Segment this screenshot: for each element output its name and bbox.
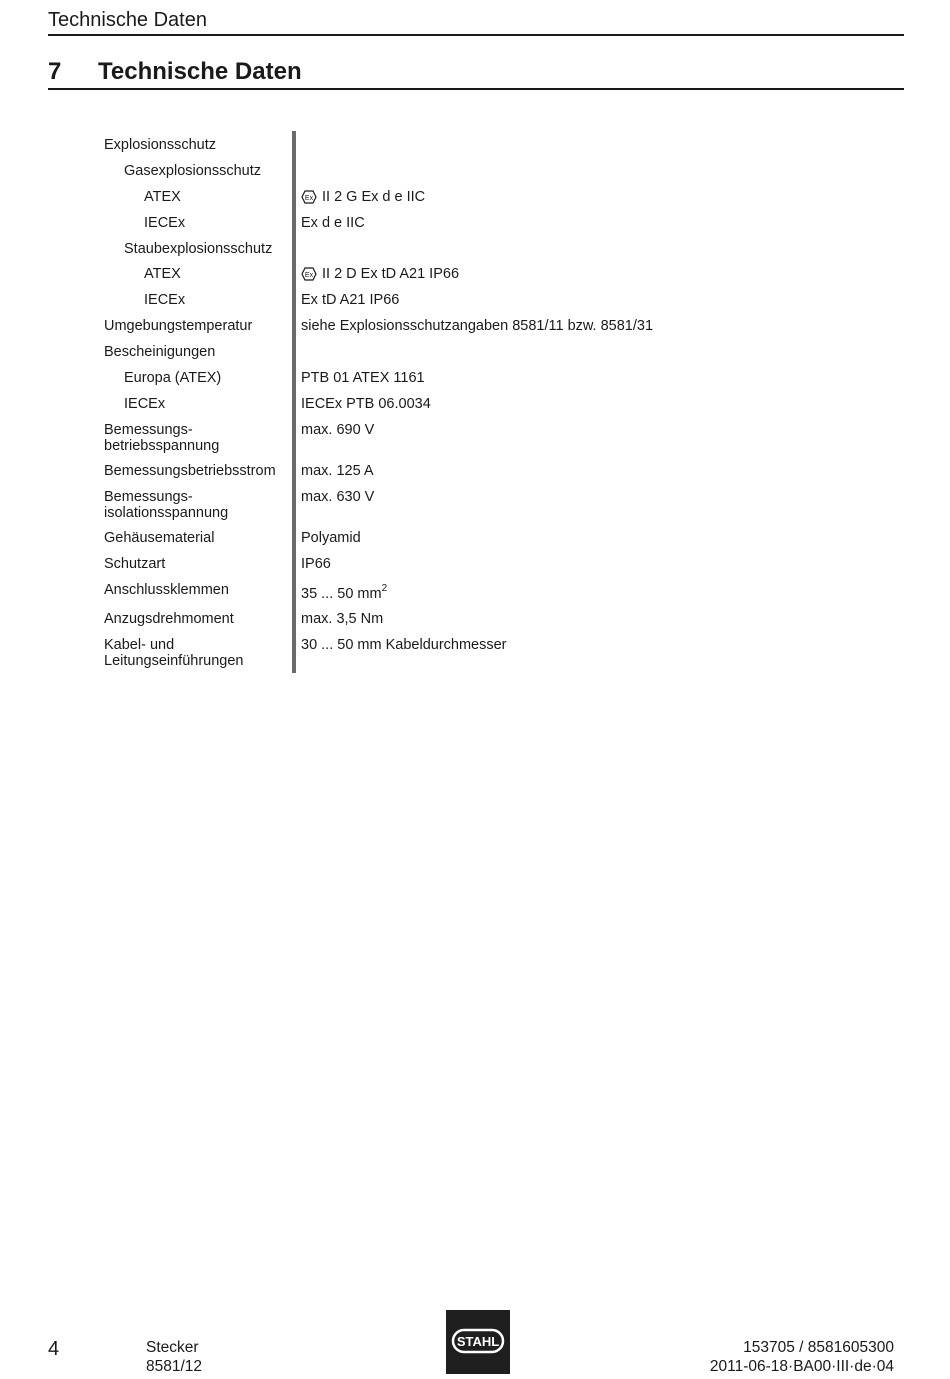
terminals-range: 35 ... 50 mm <box>301 586 382 602</box>
value-bemessungsbetriebsstrom: max. 125 A <box>301 463 374 479</box>
label-europa-atex: Europa (ATEX) <box>124 370 222 386</box>
value-gehaeusematerial: Polyamid <box>301 530 361 546</box>
spec-column-divider <box>292 131 296 673</box>
label-staubexplosionsschutz: Staubexplosionsschutz <box>124 241 273 257</box>
stahl-logo <box>446 1310 510 1374</box>
value-dust-atex <box>301 266 459 282</box>
dust-atex-marking: II 2 D Ex tD A21 IP66 <box>322 266 460 282</box>
value-bemessungsisolationsspannung: max. 630 V <box>301 489 375 505</box>
document-revision: 2011-06-18·BA00·III·de·04 <box>709 1358 894 1375</box>
value-anschlussklemmen <box>301 583 388 602</box>
label-line: Bemessungs- <box>104 422 193 438</box>
value-gas-atex <box>301 189 425 205</box>
chapter-title: Technische Daten <box>98 58 302 85</box>
header-rule <box>48 34 904 36</box>
label-bemessungsisolationsspannung <box>104 489 228 521</box>
document-numbers: 153705 / 8581605300 <box>743 1339 894 1356</box>
chapter-rule <box>48 88 904 90</box>
value-gas-iecex: Ex d e IIC <box>301 215 365 231</box>
label-bemessungsbetriebsspannung <box>104 422 219 454</box>
value-umgebungstemperatur: siehe Explosionsschutzangaben 8581/11 bzw. 8581/31 <box>301 318 654 334</box>
label-line: betriebsspannung <box>104 438 220 454</box>
value-anzugsdrehmoment: max. 3,5 Nm <box>301 611 384 627</box>
value-cert-iecex: IECEx PTB 06.0034 <box>301 396 431 412</box>
value-schutzart: IP66 <box>301 556 331 572</box>
label-line: Kabel- und <box>104 637 175 653</box>
gas-atex-marking: II 2 G Ex d e IIC <box>322 189 426 205</box>
label-gehaeusematerial: Gehäusematerial <box>104 530 215 546</box>
label-bescheinigungen: Bescheinigungen <box>104 344 216 360</box>
chapter-number: 7 <box>48 58 62 85</box>
label-explosionsschutz: Explosionsschutz <box>104 137 217 153</box>
label-gas-iecex: IECEx <box>144 215 186 231</box>
ex-hexagon-icon <box>301 190 317 204</box>
label-dust-atex: ATEX <box>144 266 181 282</box>
label-bemessungsbetriebsstrom: Bemessungsbetriebsstrom <box>104 463 276 479</box>
stahl-logo-icon <box>446 1310 510 1374</box>
page-number: 4 <box>48 1338 60 1360</box>
running-header-title: Technische Daten <box>48 9 207 31</box>
label-cert-iecex: IECEx <box>124 396 166 412</box>
svg-text:Ex: Ex <box>304 272 314 279</box>
value-europa-atex: PTB 01 ATEX 1161 <box>301 370 425 386</box>
label-dust-iecex: IECEx <box>144 292 186 308</box>
value-dust-iecex: Ex tD A21 IP66 <box>301 292 400 308</box>
label-schutzart: Schutzart <box>104 556 166 572</box>
label-line: Leitungseinführungen <box>104 653 244 669</box>
label-gas-atex: ATEX <box>144 189 181 205</box>
label-gasexplosionsschutz: Gasexplosionsschutz <box>124 163 262 179</box>
ex-hexagon-icon <box>301 267 317 281</box>
value-kabeleinfuehrungen: 30 ... 50 mm Kabeldurchmesser <box>301 637 507 653</box>
svg-text:Ex: Ex <box>304 195 314 202</box>
product-name: Stecker <box>146 1339 199 1356</box>
label-line: isolationsspannung <box>104 505 229 521</box>
product-code: 8581/12 <box>146 1358 203 1375</box>
label-line: Bemessungs- <box>104 489 193 505</box>
label-kabeleinfuehrungen <box>104 637 243 669</box>
label-umgebungstemperatur: Umgebungstemperatur <box>104 318 253 334</box>
label-anschlussklemmen: Anschlussklemmen <box>104 582 229 598</box>
svg-text:STAHL: STAHL <box>456 1334 500 1349</box>
value-bemessungsbetriebsspannung: max. 690 V <box>301 422 375 438</box>
label-anzugsdrehmoment: Anzugsdrehmoment <box>104 611 234 627</box>
terminals-exponent: 2 <box>381 583 388 594</box>
